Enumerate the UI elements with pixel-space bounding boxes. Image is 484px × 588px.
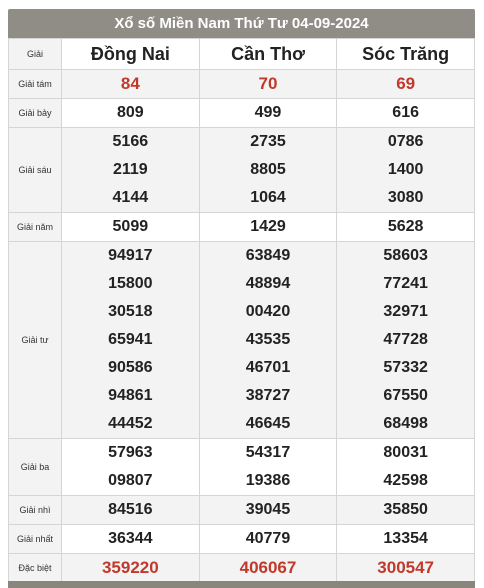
result-number: 1429 [250,218,286,235]
result-number: 35850 [383,501,428,518]
result-number: 46701 [245,359,291,376]
result-number: 09807 [108,472,153,489]
prize-label: Giải nhì [9,496,62,525]
result-number: 36344 [108,530,153,547]
result-number: 40779 [245,530,291,547]
prize-label: Giải ba [9,439,62,496]
result-number: 57332 [383,359,428,376]
result-number: 00420 [245,303,291,320]
prize-label: Giải bảy [9,99,62,128]
result-number: 46645 [245,415,291,432]
results-title: Xổ số Miền Nam Thứ Tư 04-09-2024 [8,9,475,38]
result-number: 2119 [112,161,148,178]
result-number: 5166 [112,133,149,150]
result-number: 63849 [245,247,291,264]
result-number: 8805 [250,161,286,178]
result-number: 54317 [245,444,291,461]
special-prize-number: 406067 [239,558,297,577]
result-number: 13354 [383,530,428,547]
result-number: 67550 [383,387,428,404]
table-row [9,99,475,128]
result-number: 47728 [383,331,428,348]
table-row [9,70,475,99]
result-number: 77241 [383,275,428,292]
result-number: 5099 [112,218,149,235]
province-header-dong-nai[interactable]: Đồng Nai [62,39,200,70]
table-header-row [9,39,475,70]
result-number: 809 [116,104,144,121]
table-row [9,439,475,496]
prize-label: Giải sáu [9,128,62,213]
special-prize-number: 300547 [377,558,435,577]
results-table [8,38,475,583]
result-number: 94917 [108,247,153,264]
prize-label: Giải tư [9,242,62,439]
table-row [9,242,475,439]
table-row [9,496,475,525]
prize-label: Đặc biệt [9,554,62,583]
result-number: 5628 [387,218,424,235]
result-number: 39045 [245,501,291,518]
prize-label: Giải tám [9,70,62,99]
result-number: 1400 [387,161,424,178]
result-number: 58603 [383,247,428,264]
province-header-soc-trang[interactable]: Sóc Trăng [337,39,475,70]
result-number: 2735 [250,133,286,150]
result-number: 15800 [108,275,153,292]
special-prize-number: 359220 [101,558,159,577]
result-number: 30518 [108,303,153,320]
table-row [9,128,475,213]
result-number: 48894 [245,275,291,292]
result-number: 43535 [245,331,291,348]
result-number: 0786 [387,133,424,150]
result-number: 32971 [383,303,428,320]
result-number: 84 [120,74,140,93]
result-number: 38727 [245,387,291,404]
result-number: 499 [254,104,282,121]
result-number: 69 [396,74,416,93]
prize-label: Giải nhất [9,525,62,554]
result-number: 1064 [250,189,286,206]
result-number: 68498 [383,415,428,432]
result-number: 70 [258,74,278,93]
table-row [9,525,475,554]
province-header-can-tho[interactable]: Cần Thơ [199,39,337,70]
result-number: 19386 [245,472,291,489]
result-number: 4144 [112,189,149,206]
result-number: 57963 [108,444,153,461]
result-number: 84516 [108,501,153,518]
result-number: 3080 [387,189,424,206]
prize-label-header: Giải [9,39,62,70]
footer-divider [8,581,475,588]
result-number: 44452 [108,415,153,432]
result-number: 65941 [108,331,153,348]
result-number: 94861 [108,387,153,404]
result-number: 80031 [383,444,428,461]
table-row [9,554,475,583]
result-number: 42598 [383,472,428,489]
prize-label: Giải năm [9,213,62,242]
result-number: 616 [392,104,419,121]
table-row [9,213,475,242]
result-number: 90586 [108,359,153,376]
